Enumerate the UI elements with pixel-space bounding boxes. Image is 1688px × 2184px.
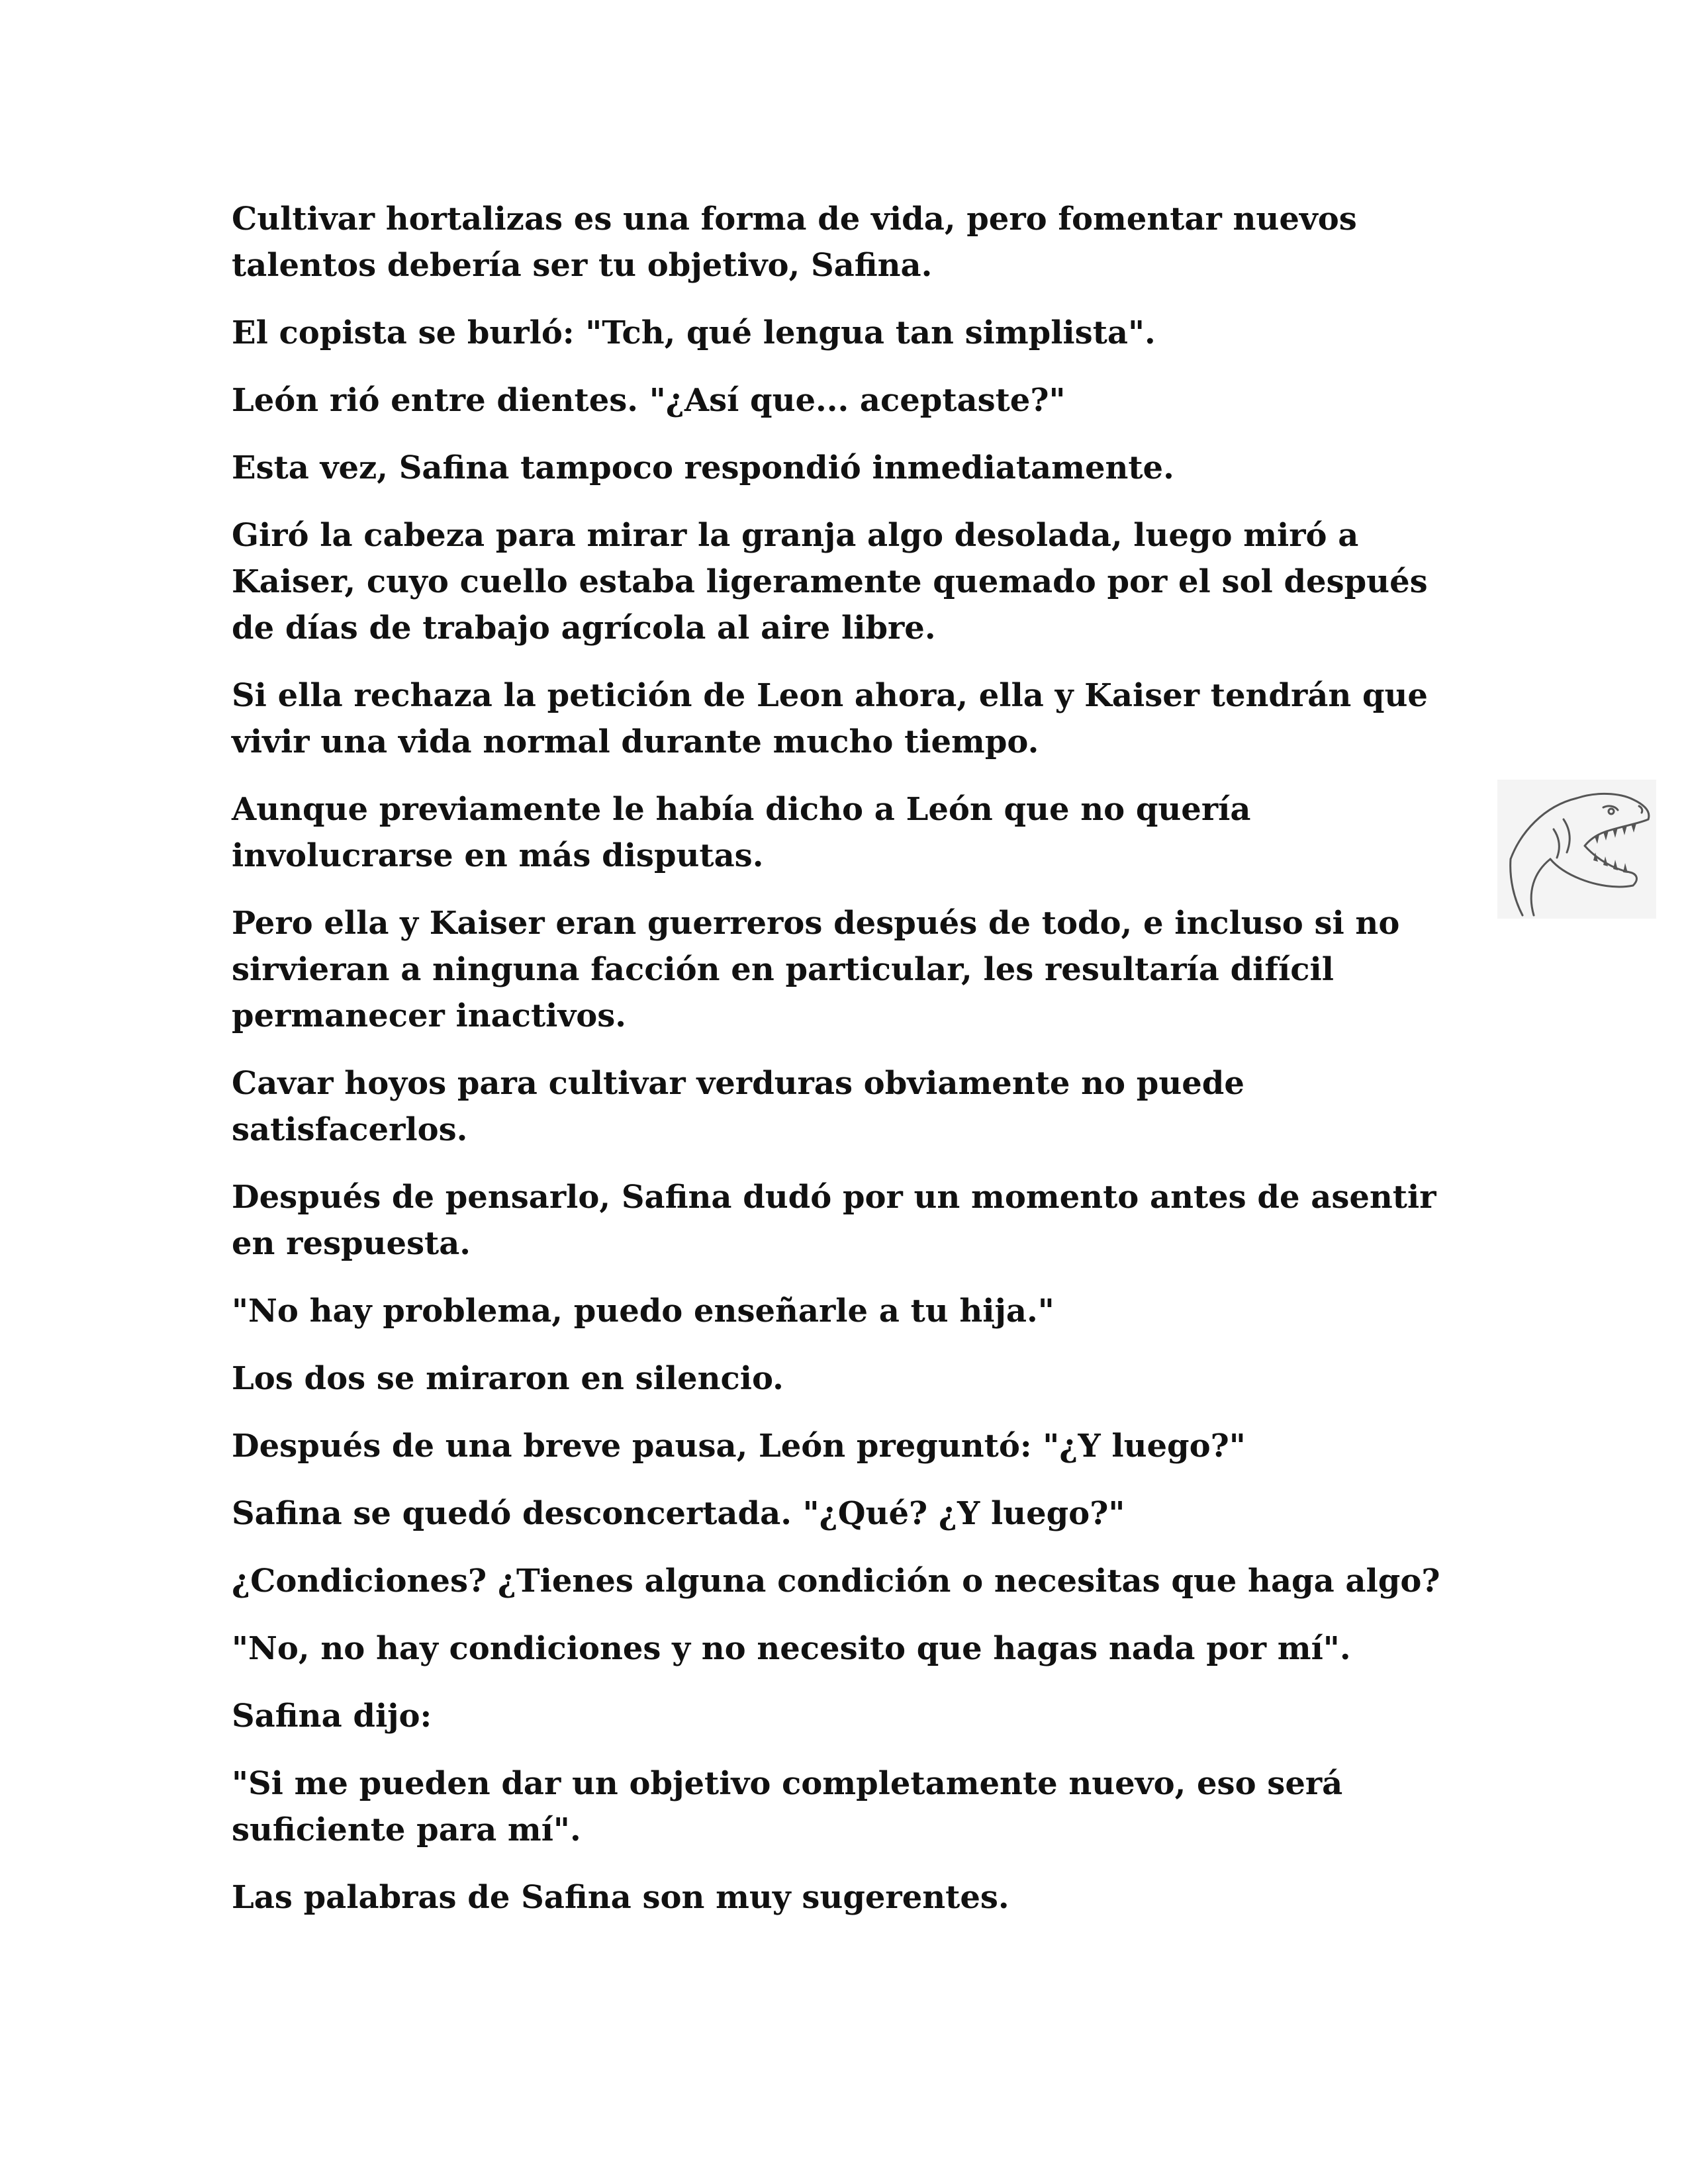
paragraph: ¿Condiciones? ¿Tienes alguna condición o necesitas que haga algo? <box>232 1563 1440 1600</box>
paragraph: "No, no hay condiciones y no necesito que hagas nada por mí". <box>232 1630 1351 1667</box>
body-text <box>232 196 1463 1942</box>
paragraph: Después de pensarlo, Safina dudó por un momento antes de asentir en respuesta. <box>232 1179 1436 1262</box>
paragraph: Pero ella y Kaiser eran guerreros después de todo, e incluso si no sirvieran a ninguna facción en particular, les resultaría difícil permanecer inactivos. <box>232 905 1400 1034</box>
paragraph: León rió entre dientes. "¿Así que... aceptaste?" <box>232 382 1066 419</box>
paragraph: Giró la cabeza para mirar la granja algo desolada, luego miró a Kaiser, cuyo cuello estaba ligeramente quemado por el sol después de días de trabajo agrícola al aire libre. <box>232 517 1428 647</box>
paragraph: Después de una breve pausa, León preguntó: "¿Y luego?" <box>232 1428 1246 1465</box>
paragraph: "Si me pueden dar un objetivo completamente nuevo, eso será suficiente para mí". <box>232 1765 1343 1848</box>
paragraph: Safina se quedó desconcertada. "¿Qué? ¿Y luego?" <box>232 1495 1125 1532</box>
paragraph: Cavar hoyos para cultivar verduras obviamente no puede satisfacerlos. <box>232 1065 1244 1148</box>
paragraph: Aunque previamente le había dicho a León que no quería involucrarse en más disputas. <box>232 791 1251 874</box>
dinosaur-head-sketch-icon <box>1497 780 1656 919</box>
paragraph: Cultivar hortalizas es una forma de vida, pero fomentar nuevos talentos debería ser tu objetivo, Safina. <box>232 201 1357 284</box>
paragraph: Los dos se miraron en silencio. <box>232 1360 784 1397</box>
paragraph: Esta vez, Safina tampoco respondió inmediatamente. <box>232 449 1174 486</box>
paragraph: El copista se burló: "Tch, qué lengua tan simplista". <box>232 314 1156 351</box>
paragraph: Las palabras de Safina son muy sugerentes. <box>232 1879 1009 1916</box>
paragraph: Safina dijo: <box>232 1698 432 1735</box>
paragraph: "No hay problema, puedo enseñarle a tu hija." <box>232 1293 1055 1330</box>
paragraph: Si ella rechaza la petición de Leon ahora, ella y Kaiser tendrán que vivir una vida normal durante mucho tiempo. <box>232 677 1428 760</box>
